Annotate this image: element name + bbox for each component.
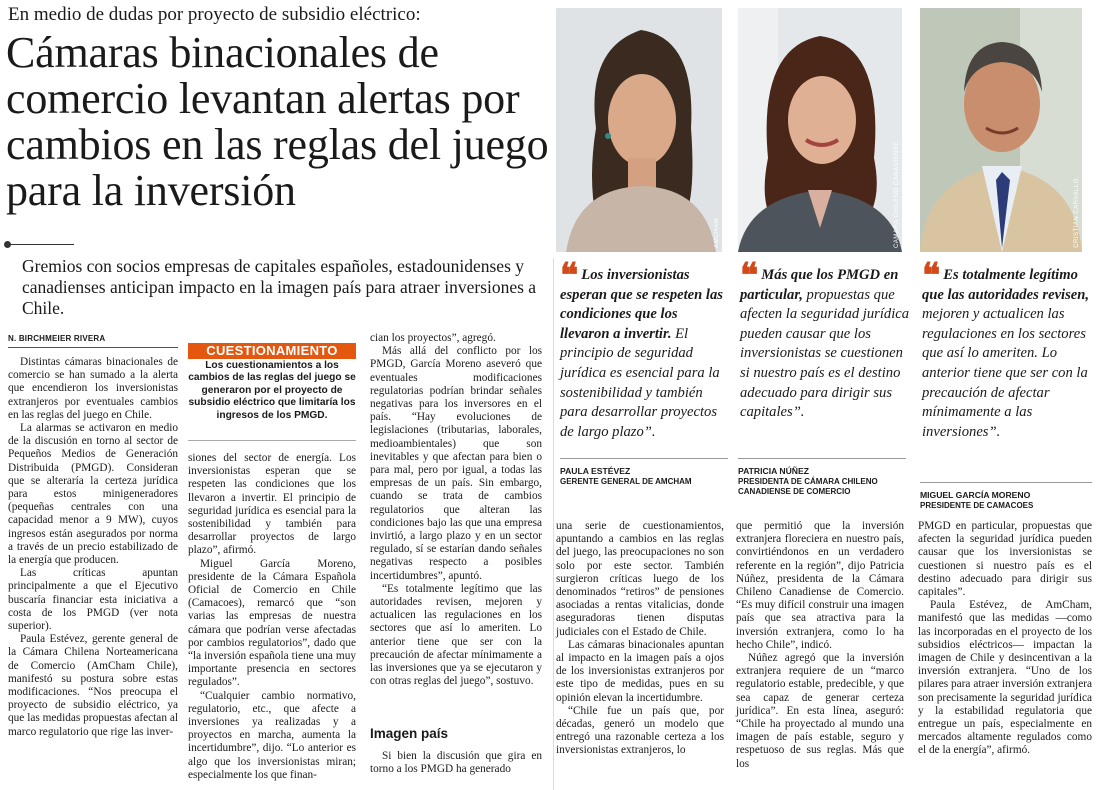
paragraph: Paula Estévez, gerente general de la Cámara Chilena Norteamericana de Comercio (AmCham Chile), manifestó su postura sobre estas modificaciones. “Nos preocupa el proyecto de subsidio eléctrico, ya que las medidas propuestas afectan al marco regulatorio que rige las inver- [8, 633, 178, 738]
byline: N. BIRCHMEIER RIVERA [8, 334, 106, 343]
quote-mark-icon: ❝ [740, 256, 759, 296]
paragraph: Si bien la discusión que gira en torno a los PMGD ha generado [370, 750, 542, 776]
quote-rest: mejoren y actualicen las regulaciones en los sectores que así lo ameriten. Lo anterior tiene que ser con la precaución de afectar mínimamente a las inversiones”. [922, 306, 1088, 440]
quote-author-title: PRESIDENTE DE CAMACOES [920, 501, 1034, 510]
paragraph: PMGD en particular, propuestas que afecten la seguridad jurídica pueden causar que los inversionistas se cuestionen si nuestro país es el destino adecuado para dirigir sus capitales”. [918, 520, 1092, 599]
photo-credit: AMCHAM. [714, 216, 720, 248]
body-column-4 [556, 520, 724, 758]
body-column-3 [370, 332, 542, 688]
quote-rest: propuestas que afecten la seguridad jurídica pueden causar que los inversionistas se cuestionen si nuestro país es el destino adecuado para dirigir sus capitales”. [740, 286, 910, 421]
quote-author-title: GERENTE GENERAL DE AMCHAM [560, 477, 692, 486]
photo-patricia-nunez [738, 8, 902, 252]
quote-author: MIGUEL GARCÍA MORENO [920, 490, 1031, 500]
quote-divider [560, 458, 728, 459]
body-column-5 [736, 520, 904, 771]
quote-lead: Más que los PMGD en particular, [740, 267, 899, 303]
sidebar-title: CUESTIONAMIENTO [188, 343, 356, 359]
portrait-woman-icon [556, 8, 722, 252]
paragraph: Miguel García Moreno, presidente de la Cámara Española Oficial de Comercio en Chile (Camacoes), remarcó que “son varias las empresas de nuestra cámara que podrían verse afectadas por cambios regulatorios”, dado que “la inversión española tiene una muy importante presencia en sectores regulados”. [188, 557, 356, 689]
quote-lead: Los inversionistas esperan que se respeten las condiciones que los llevaron a invertir. [560, 267, 723, 342]
paragraph: Las cámaras binacionales apuntan al impacto en la imagen país a ojos de los inversionistas extranjeros por este tipo de medidas, pues en su opinión elevan la incertidumbre. [556, 638, 724, 704]
byline-divider [8, 347, 178, 348]
quote-author: PATRICIA NÚÑEZ [738, 466, 809, 476]
kicker: En medio de dudas por proyecto de subsidio eléctrico: [8, 4, 421, 25]
body-column-1 [8, 356, 178, 739]
quote-rest: El principio de seguridad jurídica es esencial para la sostenibilidad y también para desarrollar proyectos de largo plazo”. [560, 325, 720, 440]
deck: Gremios con socios empresas de capitales españoles, estadounidenses y canadienses anticipan impacto en la imagen país para atraer inversiones a Chile. [22, 256, 537, 318]
paragraph: “Cualquier cambio normativo, regulatorio, etc., que afecte a inversiones ya realizadas y a proyectos en marcha, aumenta la incertidumbre”, dijo. “Lo anterior es algo que los inversionistas miran; especialmente los que finan- [188, 689, 356, 781]
column-divider [553, 258, 554, 790]
pull-quote-2 [740, 256, 910, 423]
headline: Cámaras binacionales de comercio levantan alertas por cambios en las reglas del juego para la inversión [6, 28, 549, 215]
paragraph: una serie de cuestionamientos, apuntando a cambios en las reglas del juego, las preocupaciones no son solo por este sector. También surgieron críticas luego de los denominados “retiros” de pensiones asociadas a rentas vitalicias, donde aseguradoras tienen disputas judiciales con el Estado de Chile. [556, 520, 724, 638]
paragraph: que permitió que la inversión extranjera floreciera en nuestro país, convirtiéndonos en un verdadero referente en la región”, dijo Patricia Núñez, presidenta de la Cámara Chileno Canadiense de Comercio. “Es muy difícil construir una imagen país que sea atractiva para la inversión extranjera, como lo ha hecho Chile”, indicó. [736, 520, 904, 651]
quote-divider [920, 482, 1092, 483]
paragraph: siones del sector de energía. Los inversionistas esperan que se respeten las condiciones que los llevaron a invertir. El principio de seguridad jurídica es esencial para la sostenibilidad y también para desarrollar proyectos de largo plazo”, afirmó. [188, 452, 356, 557]
body-column-2 [188, 452, 356, 782]
pull-quote-3 [922, 256, 1094, 442]
pull-quote-1 [560, 256, 730, 442]
quote-author: PAULA ESTÉVEZ [560, 466, 631, 476]
paragraph: “Es totalmente legítimo que las autoridades revisen, mejoren y actualicen las regulaciones en los sectores que así lo ameriten. Lo anterior tiene que ser con la precaución de afectar mínimamente a las inversiones que ya se ejecutaron y con otras reglas del juego”, sostuvo. [370, 582, 542, 688]
photo-miguel-garcia-moreno [920, 8, 1082, 252]
deck-divider [8, 244, 74, 245]
paragraph: Distintas cámaras binacionales de comercio se han sumado a la alerta que encendieron los inversionistas extranjeros por eventuales cambios en las reglas del juego en Chile. [8, 356, 178, 421]
subheading: Imagen país [370, 726, 449, 741]
paragraph: cian los proyectos”, agregó. [370, 332, 496, 344]
sidebar-divider [188, 440, 356, 441]
portrait-woman-icon [738, 8, 902, 252]
body-column-6 [918, 520, 1092, 758]
paragraph: Núñez agregó que la inversión extranjera requiere de un “marco regulatorio estable, predecible, y que sea capaz de generar certeza jurídica”. En esta línea, aseguró: “Chile ha proyectado al mundo una imagen de país estable, seguro y respetuoso de sus reglas. Más que los [736, 652, 904, 770]
quote-mark-icon: ❝ [922, 256, 941, 296]
quote-lead: Es totalmente legítimo que las autoridades revisen, [922, 267, 1090, 303]
photo-paula-estevez [556, 8, 722, 252]
paragraph: Paula Estévez, de AmCham, manifestó que las medidas —como las incorporadas en el proyecto de los subsidios eléctricos— impactan la imagen de Chile y desincentivan a la inversión extranjera. “Uno de los pilares para atraer inversión extranjera son precisamente la seguridad jurídica y la estabilidad regulatoria que entregue un país, especialmente en mercados altamente regulados como el de la energía”, afirmó. [918, 599, 1092, 757]
paragraph: Las críticas apuntan principalmente a que el Ejecutivo buscaría financiar esta iniciativa a costa de los PMGD (ver nota superior). [8, 567, 178, 633]
quote-author-title: PRESIDENTA DE CÁMARA CHILENO CANADIENSE DE COMERCIO [738, 477, 878, 496]
quote-mark-icon: ❝ [560, 256, 579, 296]
body-column-3-continued [370, 750, 542, 776]
photo-credit: CRISTIÁN CARVALLO. [1074, 176, 1080, 248]
quote-divider [738, 458, 906, 459]
paragraph: Más allá del conflicto por los PMGD, García Moreno aseveró que eventuales modificaciones regulatorias podrían brindar señales negativas para los inversores en el país. “Hay evoluciones de legislaciones (tributarias, laborales, medioambientales) que son inevitables y que afectan para bien o para mal, pero por igual, a todas las empresas de un país. Sin embargo, cuando se trata de cambios regulatorios que alteran las condiciones bajo las que una empresa invirtió, a largo plazo y en un sector regulado, sí se estarían dando señales negativas respecto a posibles incertidumbres”, apuntó. [370, 345, 542, 582]
sidebar-text: Los cuestionamientos a los cambios de las reglas del juego se generaron por el proyecto de subsidio eléctrico que limitaría los ingresos de los PMGD. [188, 360, 356, 421]
paragraph: La alarmas se activaron en medio de la discusión en torno al sector de Pequeños Medios de Generación Distribuida (PMGD). Consideran que se alteraría la certeza jurídica para estos minigeneradores (pequeñas centrales con una capacidad menor a 9 MW), cuyos ingresos están asegurados por norma a través de un precio estabilizado de la energía que producen. [8, 422, 178, 567]
paragraph: “Chile fue un país que, por décadas, generó un modelo que entregó una razonable certeza a los inversionistas extranjeros, lo [556, 704, 724, 757]
portrait-man-icon [920, 8, 1082, 252]
photo-credit: CÁMARA CHILENO CANADIENSE. [894, 138, 900, 248]
